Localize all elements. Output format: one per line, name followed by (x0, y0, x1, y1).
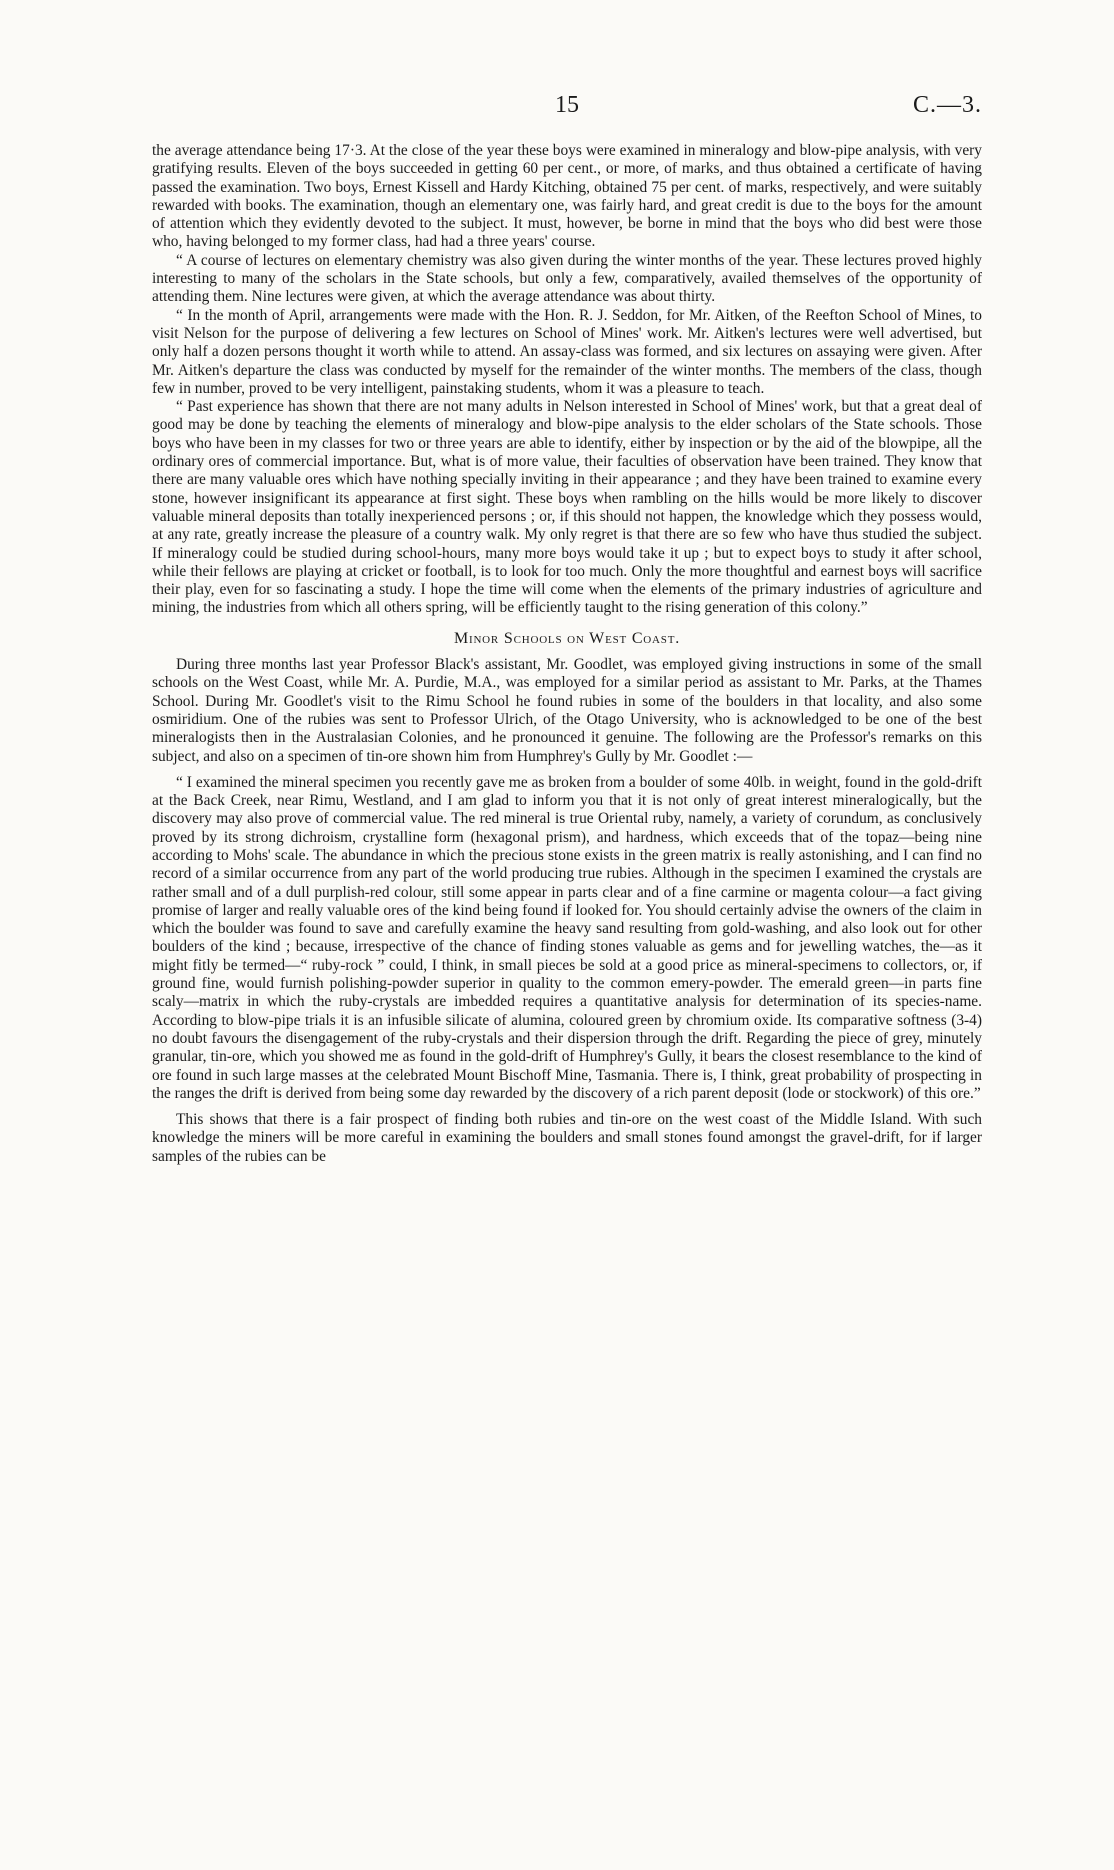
paragraph-6-quotation: “ I examined the mineral specimen you recently gave me as broken from a boulder of some 40lb. in weight, found in the gold-drift at the Back Creek, near Rimu, Westland, and I am glad to inform you that it is not only of great interest mineralogically, but the discovery may also prove of commercial value. The red mineral is true Oriental ruby, namely, a variety of corundum, as conclusively proved by its strong dichroism, crystalline form (hexagonal prism), and hardness, which exceeds that of the topaz—being nine according to Mohs' scale. The abundance in which the precious stone exists in the green matrix is really astonishing, and I can find no record of a similar occurrence from any part of the world producing true rubies. Although in the specimen I examined the crystals are rather small and of a dull purplish-red colour, still some appear in parts clear and of a fine carmine or magenta colour—a fact giving promise of larger and really valuable ores of the kind being found if looked for. You should certainly advise the owners of the claim in which the boulder was found to save and carefully examine the heavy sand resulting from gold-washing, and also look out for other boulders of the kind ; because, irrespective of the chance of finding stones valuable as gems and for jewelling watches, the—as it might fitly be termed—“ ruby-rock ” could, I think, in small pieces be sold at a good price as mineral-specimens to collectors, or, if ground fine, would furnish polishing-powder superior in quality to the common emery-powder. The emerald green—in parts fine scaly—matrix in which the ruby-crystals are imbedded requires a quantitative analysis for determination of its species-name. According to blow-pipe trials it is an infusible silicate of alumina, coloured green by chromium oxide. Its comparative softness (3-4) no doubt favours the disengagement of the ruby-crystals and their dispersion through the drift. Regarding the piece of grey, minutely granular, tin-ore, which you showed me as found in the gold-drift of Humphrey's Gully, it bears the closest resemblance to the kind of ore found in such large masses at the celebrated Mount Bischoff Mine, Tasmania. There is, I think, great probability of prospecting in the ranges the drift is derived from being some day rewarded by the discovery of a rich parent deposit (lode or stockwork) of this ore.” (152, 773, 982, 1102)
paragraph-2: “ A course of lectures on elementary chemistry was also given during the winter months of the year. These lectures proved highly interesting to many of the scholars in the State schools, but only a few, comparatively, availed themselves of the opportunity of attending them. Nine lectures were given, at which the average attendance was about thirty. (152, 251, 982, 306)
document-reference: C.—3. (912, 92, 982, 118)
paragraph-5: During three months last year Professor Black's assistant, Mr. Goodlet, was employed giving instructions in some of the small schools on the West Coast, while Mr. A. Purdie, M.A., was employed for a similar period as assistant to Mr. Parks, at the Thames School. During Mr. Goodlet's visit to the Rimu School he found rubies in some of the boulders in that locality, and also some osmiridium. One of the rubies was sent to Professor Ulrich, of the Otago University, who is acknowledged to be one of the best mineralogists then in the Australasian Colonies, and he pronounced it genuine. The following are the Professor's remarks on this subject, and also on a specimen of tin-ore shown him from Humphrey's Gully by Mr. Goodlet :— (152, 656, 982, 765)
page-body (152, 142, 982, 1166)
paragraph-7: This shows that there is a fair prospect of finding both rubies and tin-ore on the west coast of the Middle Island. With such knowledge the miners will be more careful in examining the boulders and small stones found amongst the gravel-drift, for if larger samples of the rubies can be (152, 1111, 982, 1165)
paragraph-1: the average attendance being 17·3. At the close of the year these boys were examined in mineralogy and blow-pipe analysis, with very gratifying results. Eleven of the boys succeeded in getting 60 per cent., or more, of marks, and thus obtained a certificate of having passed the examination. Two boys, Ernest Kissell and Hardy Kitching, obtained 75 per cent. of marks, respectively, and were suitably rewarded with books. The examination, though an elementary one, was fairly hard, and great credit is due to the boys for the amount of attention which they evidently devoted to the subject. It must, however, be borne in mind that the boys who did best were those who, having belonged to my former class, had had a three years' course. (152, 142, 982, 251)
paragraph-4: “ Past experience has shown that there are not many adults in Nelson interested in School of Mines' work, but that a great deal of good may be done by teaching the elements of mineralogy and blow-pipe analysis to the elder scholars of the State schools. Those boys who have been in my classes for two or three years are able to identify, either by inspection or by the aid of the blowpipe, all the ordinary ores of commercial importance. But, what is of more value, their faculties of observation have been trained. They know that there are many valuable ores which have nothing specially inviting in their appearance ; and they have been trained to examine every stone, however insignificant its appearance at first sight. These boys when rambling on the hills would be more likely to discover valuable mineral deposits than totally inexperienced persons ; or, if this should not happen, the knowledge which they possess would, at any rate, greatly increase the pleasure of a country walk. My only regret is that there are so few who have thus studied the subject. If mineralogy could be studied during school-hours, many more boys would take it up ; but to expect boys to study it after school, while their fellows are playing at cricket or football, is to look for too much. Only the more thoughtful and earnest boys will sacrifice their play, even for so fascinating a study. I hope the time will come when the elements of the primary industries of agriculture and mining, the industries from which all others spring, will be efficiently taught to the rising generation of this colony.” (152, 398, 982, 617)
page-number: 15 (555, 92, 579, 118)
page-header (152, 92, 982, 122)
section-title: Minor Schools on West Coast. (453, 629, 681, 647)
paragraph-3: “ In the month of April, arrangements were made with the Hon. R. J. Seddon, for Mr. Aitken, of the Reefton School of Mines, to visit Nelson for the purpose of delivering a few lectures on School of Mines' work. Mr. Aitken's lectures were well advertised, but only half a dozen persons thought it worth while to attend. An assay-class was formed, and six lectures on assaying were given. After Mr. Aitken's departure the class was conducted by myself for the remainder of the winter months. The members of the class, though few in number, proved to be very intelligent, painstaking students, whom it was a pleasure to teach. (152, 306, 982, 397)
